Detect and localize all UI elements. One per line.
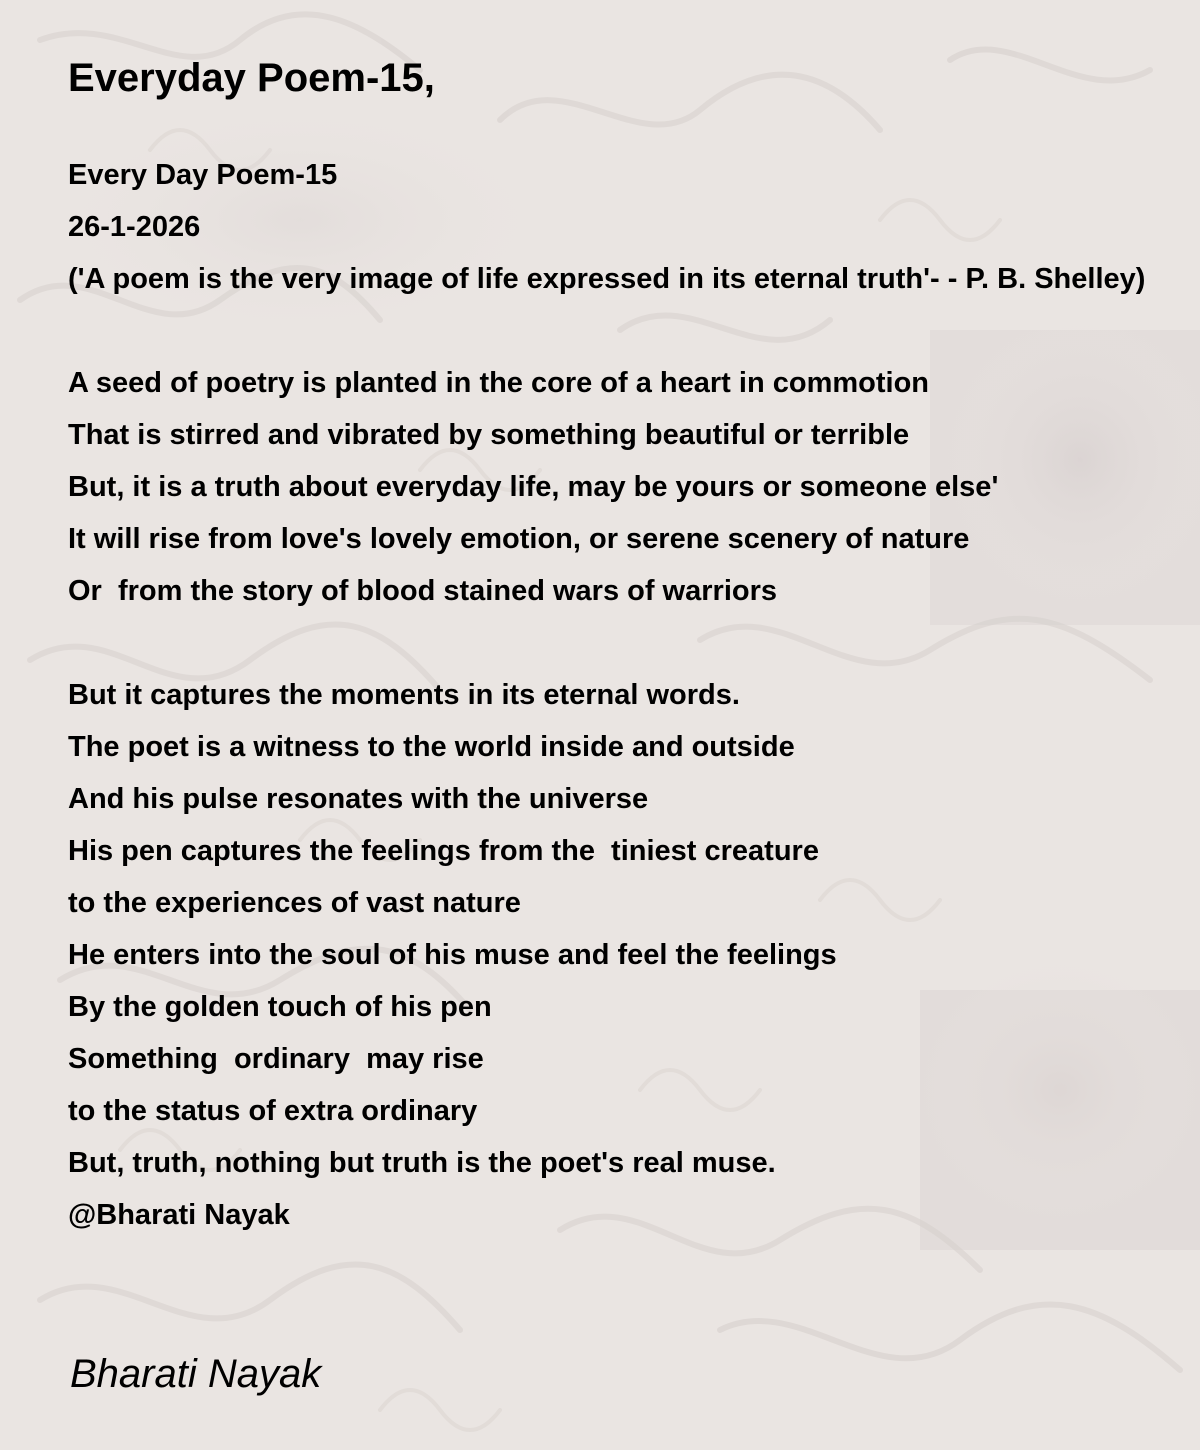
poem-line: to the experiences of vast nature xyxy=(68,887,521,919)
poem-line: A seed of poetry is planted in the core of a heart in commotion xyxy=(68,367,929,399)
poem-line: The poet is a witness to the world inside and outside xyxy=(68,731,795,763)
poem-line: It will rise from love's lovely emotion, or serene scenery of nature xyxy=(68,523,970,555)
poem-line: He enters into the soul of his muse and feel the feelings xyxy=(68,939,837,971)
poem-line: That is stirred and vibrated by something beautiful or terrible xyxy=(68,419,910,451)
poem-line: to the status of extra ordinary xyxy=(68,1095,478,1127)
poem-line: ('A poem is the very image of life expressed in its eternal truth'- - P. B. Shelley) xyxy=(68,263,1146,295)
poem-line: But, truth, nothing but truth is the poet's real muse. xyxy=(68,1147,776,1179)
poem-line: And his pulse resonates with the universe xyxy=(68,783,649,815)
poem-line: Something ordinary may rise xyxy=(68,1043,484,1075)
poem-line: 26-1-2026 xyxy=(68,211,201,243)
poem-title: Everyday Poem-15, xyxy=(68,56,435,100)
poem-body xyxy=(68,149,1200,1241)
author-name: Bharati Nayak xyxy=(70,1352,322,1396)
poem-line: But it captures the moments in its eternal words. xyxy=(68,679,740,711)
poem-line: His pen captures the feelings from the tiniest creature xyxy=(68,835,819,867)
stanza-break xyxy=(68,305,1200,357)
poem-line: Every Day Poem-15 xyxy=(68,159,338,191)
poem-line: But, it is a truth about everyday life, may be yours or someone else' xyxy=(68,471,999,503)
stanza-break xyxy=(68,617,1200,669)
poem-line: @Bharati Nayak xyxy=(68,1199,290,1231)
poem-line: Or from the story of blood stained wars of warriors xyxy=(68,575,777,607)
poem-line: By the golden touch of his pen xyxy=(68,991,492,1023)
